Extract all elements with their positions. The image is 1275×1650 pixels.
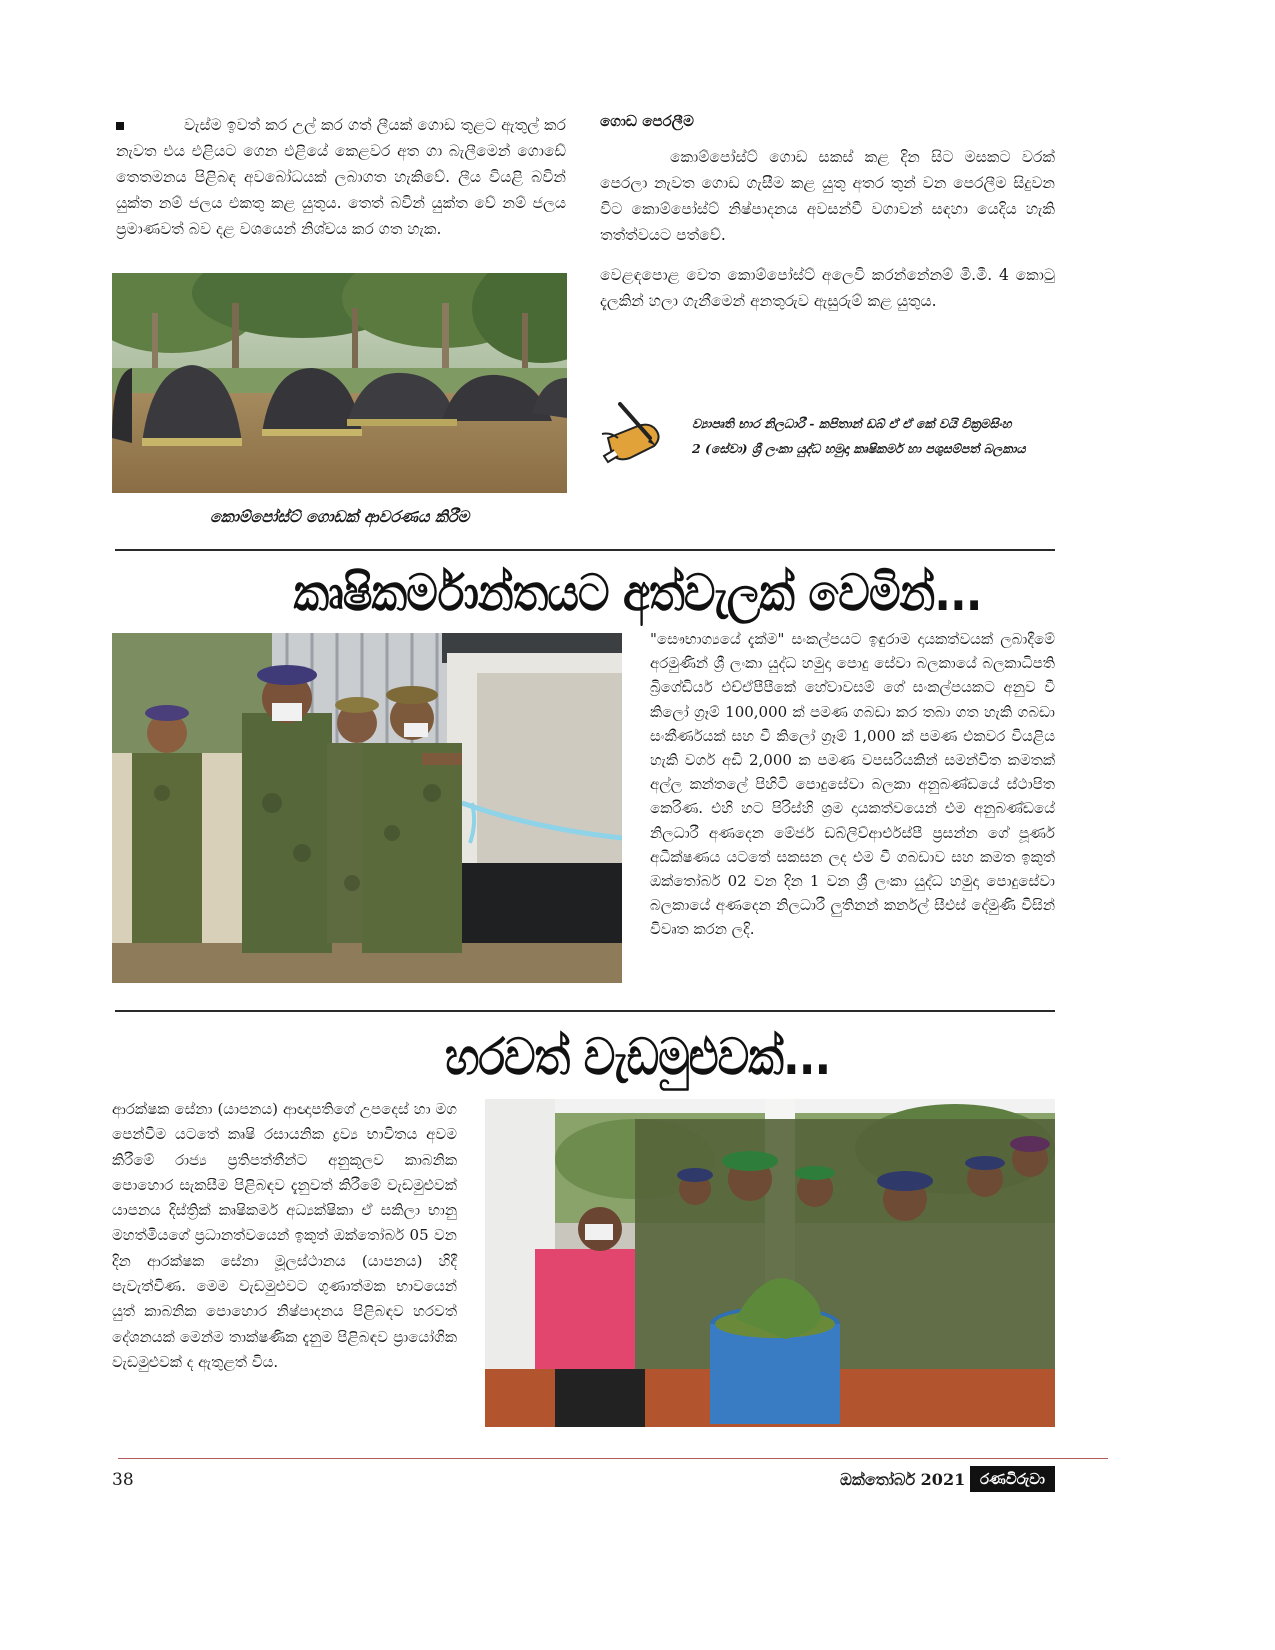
right-paragraph-2: වෙළඳපොළ වෙත කොම්පෝස්ට් අලෙවි කරන්නේනම් මි.මී. 4 කොටු දැලකින් හලා ගැනීමෙන් අනතුරුව ඇසුරුම් කළ යුතුය. [600, 266, 1055, 310]
section-heading: ගොඩ පෙරලීම [600, 112, 694, 130]
compost-photo-caption: කොම්පෝස්ට් ගොඩක් ආවරණය කිරීම [209, 507, 470, 526]
compost-photo-illustration [112, 273, 567, 493]
footer-divider [118, 1458, 1108, 1459]
byline-unit: 2 (සේවා) ශ්‍රී ලංකා යුද්ධ හමුදා කෘෂිකර්ම හා පශුසම්පත් බලකාය [692, 441, 1026, 456]
workshop-photo [485, 1099, 1055, 1427]
article2-body-column [650, 627, 1055, 942]
article3-headline: හරවත් වැඩමුළුවක්... [444, 1028, 831, 1087]
writing-hand-icon [600, 398, 670, 468]
ribbon-photo-illustration [112, 633, 622, 983]
compost-heaps-photo [112, 273, 567, 493]
article3-body: ආරක්ෂක සේනා (යාපනය) ආඥාපතිගේ උපදෙස් හා මග පෙන්වීම යටතේ කෘෂි රසායනික ද්‍රව්‍ය භාවිතය අවම කිරීමේ රාජ්‍ය ප්‍රතිපත්තීන්ට අනුකූලව කාබනික පොහොර සැකසීම පිළිබඳව දැනුවත් කිරීමේ වැඩමුළුවක් යාපනය දිස්ත්‍රික් කෘෂිකර්ම අධ්‍යක්ෂිකා ඒ සකිලා භානු මහත්මියගේ ප්‍රධානත්වයෙන් ඉකුත් ඔක්තෝබර් 05 වන දින ආරක්ෂක සේනා මූලස්ථානය (යාපනය) හිදී පැවැත්විණ. මෙම වැඩමුළුවට ගුණාත්මක භාවයෙන් යුත් කාබනික පොහොර නිෂ්පාදනය පිළිබඳව හරවත් දේශනයක් මෙන්ම තාක්ෂණික දැනුම පිළිබඳව ප්‍රායෝගික වැඩමුළුවක් ද ඇතුළත් විය. [112, 1100, 457, 1371]
article2-body: "සෞභාග්‍යයේ දැක්ම" සංකල්පයට ඉඳුරාම දායකත්වයක් ලබාදීමේ අරමුණින් ශ්‍රී ලංකා යුද්ධ හමුදා පොදු සේවා බලකායේ බලකාධිපති බ්‍රිගේඩියර් එච්ඒපීපීකේ හේවාවසම් ගේ සංකල්පයකට අනුව වී කිලෝ ග්‍රෑම් 100,000 ක් පමණ ගබඩා කර තබා ගත හැකි ගබඩා සංකීර්ණයක් සහ වී කිලෝ ග්‍රෑම් 1,000 ක් පමණ එකවර වියළිය හැකි වර්ග අඩි 2,000 ක පමණ වපසරියකින් සමන්විත කමතක් අල්ල කන්තලේ පිහිටි පොදුසේවා බලකා අනුබණ්ඩයේ ස්ථාපිත කෙරිණ. එහි හට පිරිස්හි ශ්‍රම දායකත්වයෙන් එම අනුබණ්ඩයේ නිලධාරී අණදෙන මේජර් ඩබ්ලිව්ආර්එස්පී ප්‍රසන්න ගේ පූර්ණ අධීක්ෂණය යටතේ සකසන ලද එම වී ගබඩාව සහ කමත ඉකුත් ඔක්තෝබර් 02 වන දින 1 වන ශ්‍රී ලංකා යුද්ධ හමුදා පොදුසේවා බලකායේ අණදෙන නිලධාරී ලුතිනන් කර්නල් සීඑස් දේමුණි විසින් විවෘත කරන ලදි. [650, 630, 1055, 939]
bullet-marker [116, 122, 124, 130]
ribbon-cutting-photo [112, 633, 622, 983]
byline [600, 398, 1060, 468]
section-divider-2 [115, 1010, 1055, 1012]
workshop-photo-illustration [485, 1099, 1055, 1427]
byline-author: ව්‍යාපෘති භාර නිලධාරී - කපිතාන් ඩබ් ඒ ඒ කේ වයි වික්‍රමසිංහ [692, 416, 1012, 431]
top-left-column [116, 112, 566, 242]
issue-date [840, 1470, 984, 1490]
article2-headline: කෘෂිකර්මාන්තයට අත්වැලක් වෙමින්... [293, 564, 982, 623]
section-divider-1 [115, 549, 1055, 551]
issue-date-text: ඔක්තෝබර් 2021 [840, 1470, 966, 1489]
right-column [600, 112, 1055, 314]
magazine-brand: රණවිරුවා [970, 1466, 1055, 1492]
article3-body-column [112, 1097, 457, 1375]
top-left-paragraph: වැස්ම ඉවත් කර උල් කර ගත් ලීයක් ගොඩ තුළට ඇතුල් කර නැවත එය එළියට ගෙන එළියේ කෙළවර අත ගා බැලීමෙන් ගොඩේ තෙතමනය පිළිබඳ අවබෝධයක් ලබාගත හැකිවේ. ලීය වියළි බවින් යුක්ත නම් ජලය එකතු කළ යුතුය. තෙත් බවින් යුක්ත වේ නම් ජලය ප්‍රමාණවත් බව දළ වශයෙන් නිශ්චය කර ගත හැක. [116, 116, 566, 238]
right-paragraph-1: කොම්පෝස්ට් ගොඩ සකස් කළ දින සිට මසකට වරක් පෙරලා නැවත ගොඩ ගැසීම කළ යුතු අතර තුන් වන පෙරලීම සිදුවන විට කොම්පෝස්ට් නිෂ්පාදනය අවසන්වී වගාවන් සඳහා යෙදිය හැකි තත්ත්වයට පත්වේ. [600, 148, 1055, 244]
page-number: 38 [112, 1470, 134, 1490]
